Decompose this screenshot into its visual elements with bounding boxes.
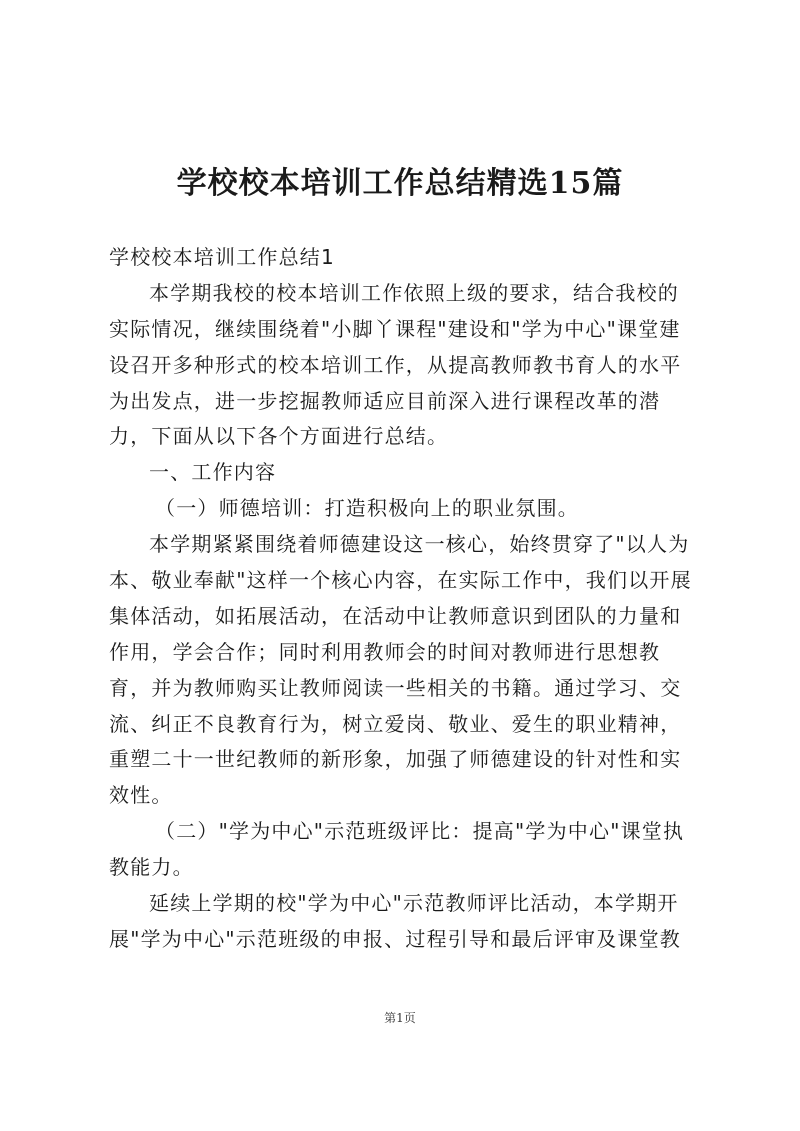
paragraph-line: 实际情况，继续围绕着"小脚丫课程"建设和"学为中心"课堂建 (109, 316, 681, 341)
section-subtitle: 学校校本培训工作总结1 (109, 245, 335, 269)
paragraph-line: 设召开多种形式的校本培训工作，从提高教师教书育人的水平 (109, 352, 682, 377)
paragraph-line: 流、纠正不良教育行为，树立爱岗、敬业、爱生的职业精神， (109, 711, 682, 736)
paragraph-line: 教能力。 (109, 855, 194, 880)
paragraph-line: 作用，学会合作；同时利用教师会的时间对教师进行思想教 (109, 639, 661, 664)
paragraph-line: 集体活动，如拓展活动，在活动中让教师意识到团队的力量和 (109, 603, 682, 628)
paragraph-line: 为出发点，进一步挖掘教师适应目前深入进行课程改革的潜 (109, 388, 661, 413)
paragraph-line: 力，下面从以下各个方面进行总结。 (109, 424, 449, 449)
page-number: 第1页 (384, 1011, 416, 1025)
document-body (109, 240, 699, 958)
subsection-heading: （二）"学为中心"示范班级评比：提高"学为中心"课堂执 (155, 819, 685, 844)
paragraph-line: 效性。 (109, 783, 173, 808)
section-heading: 一、工作内容 (149, 460, 277, 485)
subsection-heading: （一）师德培训：打造积极向上的职业氛围。 (155, 496, 579, 521)
paragraph-line: 育，并为教师购买让教师阅读一些相关的书籍。通过学习、交 (109, 675, 682, 700)
paragraph-line: 本学期紧紧围绕着师德建设这一核心，始终贯穿了"以人为 (149, 532, 690, 557)
paragraph-line: 重塑二十一世纪教师的新形象，加强了师德建设的针对性和实 (109, 747, 682, 772)
page-title: 学校校本培训工作总结精选15篇 (176, 166, 624, 201)
paragraph-line: 延续上学期的校"学为中心"示范教师评比活动，本学期开 (149, 891, 679, 916)
paragraph-line: 本、敬业奉献"这样一个核心内容，在实际工作中，我们以开展 (109, 568, 692, 593)
paragraph-line: 本学期我校的校本培训工作依照上级的要求，结合我校的 (149, 280, 679, 305)
paragraph-line: 展"学为中心"示范班级的申报、过程引导和最后评审及课堂教 (109, 926, 681, 951)
